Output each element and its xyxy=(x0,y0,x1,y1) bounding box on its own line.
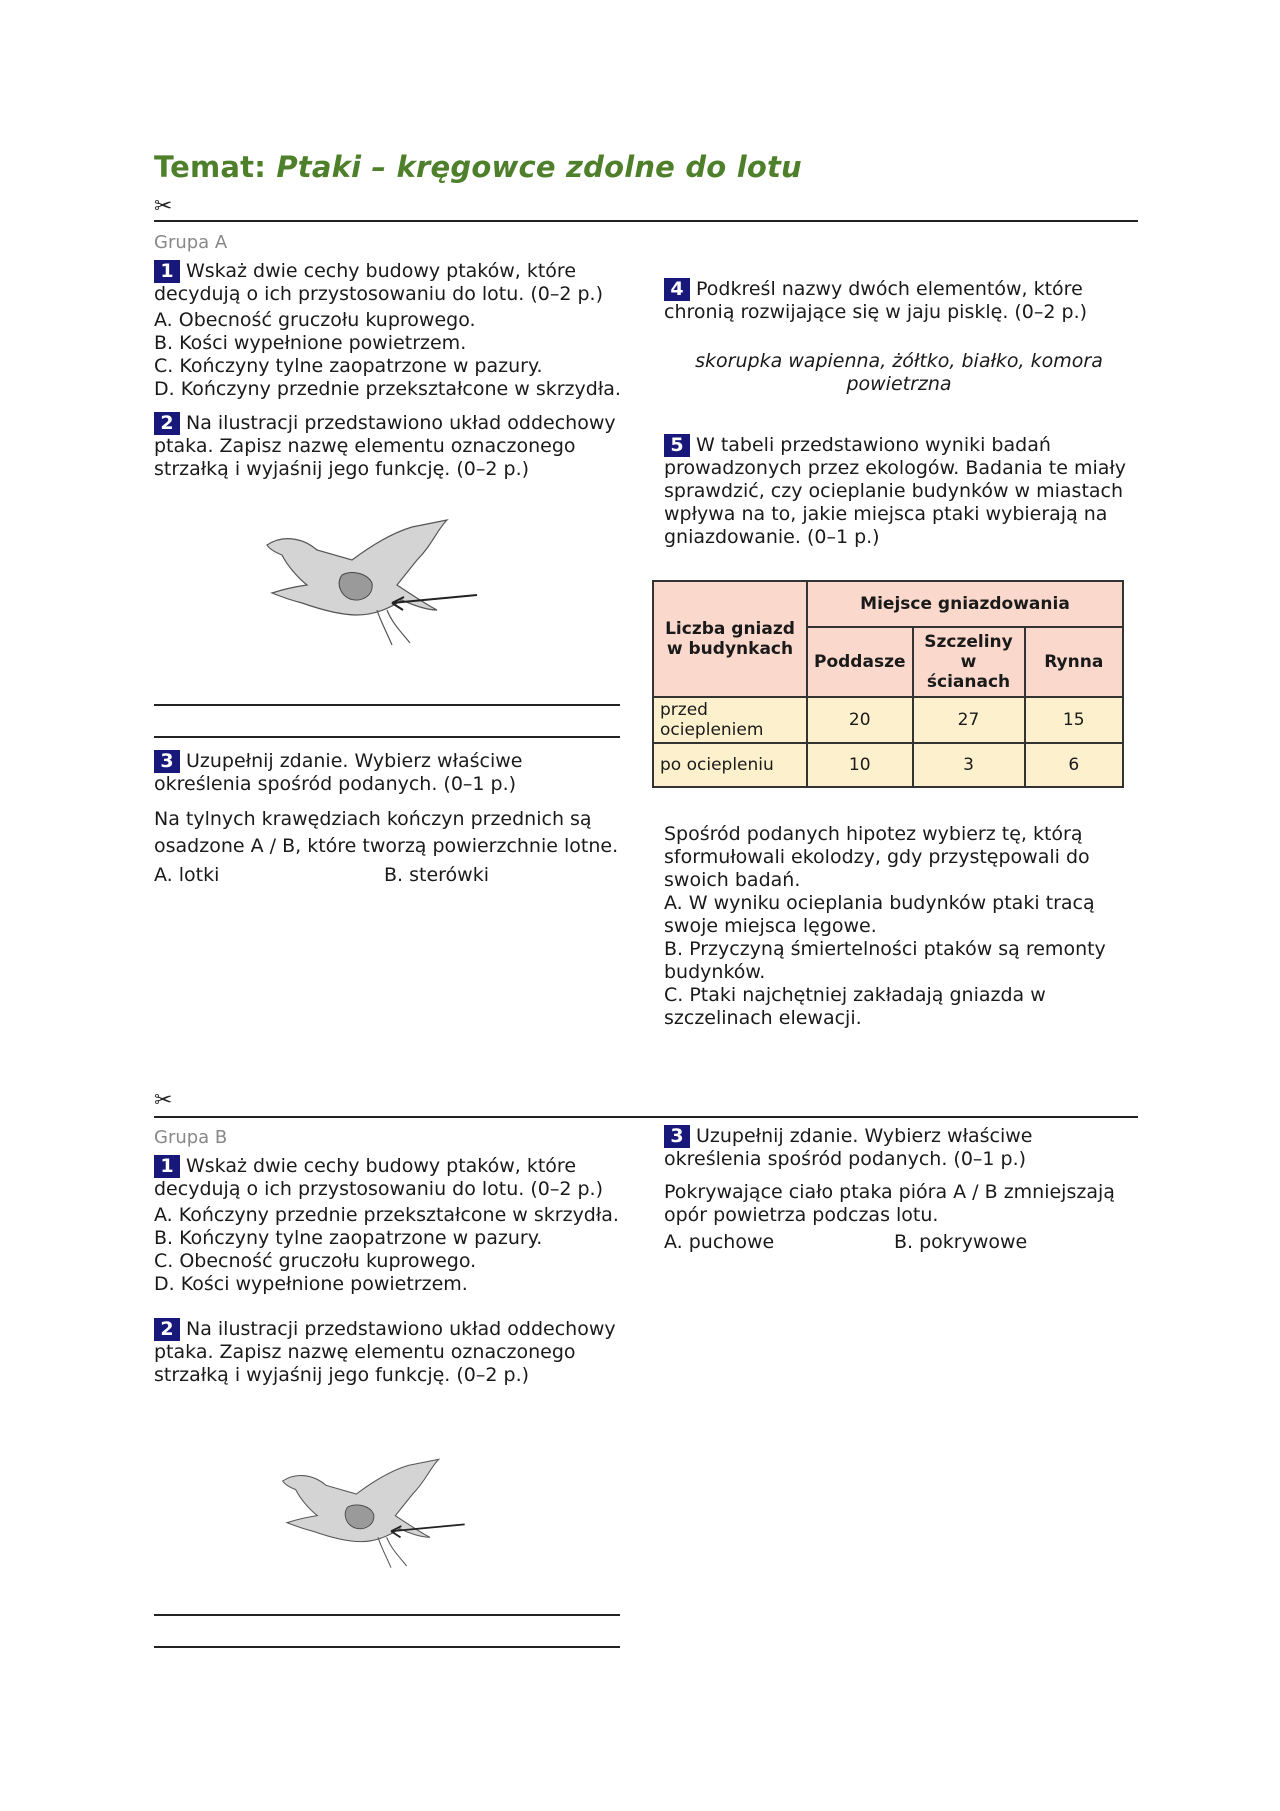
option-a[interactable]: A. lotki xyxy=(154,864,220,886)
question-number: 1 xyxy=(154,260,180,283)
question-text: Wskaż dwie cechy budowy ptaków, które decydują o ich przystosowaniu do lotu. (0–2 p.) xyxy=(154,260,603,305)
bird-respiratory-illustration xyxy=(262,515,492,665)
table-cell: 15 xyxy=(1025,697,1124,743)
answer-line[interactable] xyxy=(154,704,620,706)
group-b-label: Grupa B xyxy=(154,1127,228,1148)
answer-option[interactable]: C. Kończyny tylne zaopatrzone w pazury. xyxy=(154,355,543,377)
group-a-q5-hypotheses xyxy=(664,823,1134,1030)
title-prefix: Temat: xyxy=(154,150,267,184)
answer-option[interactable]: A. Obecność gruczołu kuprowego. xyxy=(154,309,476,331)
table-cell: 3 xyxy=(913,743,1025,787)
answer-option[interactable]: A. Kończyny przednie przekształcone w skrzydła. xyxy=(154,1204,619,1226)
answer-line[interactable] xyxy=(154,736,620,738)
question-number: 4 xyxy=(664,278,690,301)
question-1 xyxy=(154,1155,624,1201)
question-number: 2 xyxy=(154,1318,180,1341)
table-column-header: Poddasze xyxy=(807,627,913,697)
question-2 xyxy=(154,1318,624,1387)
question-text: Wskaż dwie cechy budowy ptaków, które decydują o ich przystosowaniu do lotu. (0–2 p.) xyxy=(154,1155,603,1200)
group-b-right-column xyxy=(664,1125,1134,1254)
table-row xyxy=(653,697,1123,743)
answer-option[interactable]: C. Ptaki najchętniej zakładają gniazda w szczelinach elewacji. xyxy=(664,984,1046,1029)
answer-option[interactable]: D. Kości wypełnione powietrzem. xyxy=(154,1273,468,1295)
table-cell: 20 xyxy=(807,697,913,743)
answer-option[interactable]: C. Obecność gruczołu kuprowego. xyxy=(154,1250,477,1272)
option-b[interactable]: B. pokrywowe xyxy=(894,1231,1028,1253)
question-number: 2 xyxy=(154,412,180,435)
question-1 xyxy=(154,260,624,306)
option-b[interactable]: B. sterówki xyxy=(384,864,489,886)
nesting-results-table xyxy=(652,580,1124,788)
hypothesis-prompt: Spośród podanych hipotez wybierz tę, którą sformułowali ekolodzy, gdy przystępowali do swoich badań. xyxy=(664,823,1090,891)
question-3 xyxy=(664,1125,1134,1171)
table-corner-header: Liczba gniazd w budynkach xyxy=(653,581,807,697)
answer-line[interactable] xyxy=(154,1614,620,1616)
group-b-left-column xyxy=(154,1155,624,1387)
row-label: przed ociepleniem xyxy=(653,697,807,743)
question-number: 3 xyxy=(664,1125,690,1148)
question-number: 3 xyxy=(154,750,180,773)
answer-option[interactable]: B. Kości wypełnione powietrzem. xyxy=(154,332,467,354)
question-4 xyxy=(664,278,1134,324)
title-topic: Ptaki – kręgowce zdolne do lotu xyxy=(276,150,802,184)
table-row xyxy=(653,743,1123,787)
question-2 xyxy=(154,412,624,481)
fill-in-sentence: Na tylnych krawędziach kończyn przednich są osadzone A / B, które tworzą powierzchnie lotne. xyxy=(154,808,619,857)
group-a-left-column xyxy=(154,260,624,481)
question-5 xyxy=(664,434,1134,549)
table-cell: 6 xyxy=(1025,743,1124,787)
bird-respiratory-illustration xyxy=(278,1455,478,1585)
answer-option[interactable]: A. W wyniku ocieplania budynków ptaki tracą swoje miejsca lęgowe. xyxy=(664,892,1095,937)
table-column-header: Rynna xyxy=(1025,627,1124,697)
cut-line xyxy=(154,220,1138,222)
scissors-icon: ✂ xyxy=(154,1088,173,1113)
table-cell: 27 xyxy=(913,697,1025,743)
question-text: Uzupełnij zdanie. Wybierz właściwe określenia spośród podanych. (0–1 p.) xyxy=(664,1125,1033,1170)
table-column-header: Szczeliny w ścianach xyxy=(913,627,1025,697)
question-text: Na ilustracji przedstawiono układ oddechowy ptaka. Zapisz nazwę elementu oznaczonego strzałką i wyjaśnij jego funkcję. (0–2 p.) xyxy=(154,1318,616,1386)
group-a-label: Grupa A xyxy=(154,232,228,253)
underline-items[interactable]: skorupka wapienna, żółtko, białko, komora powietrzna xyxy=(695,350,1103,395)
answer-option[interactable]: B. Kończyny tylne zaopatrzone w pazury. xyxy=(154,1227,543,1249)
page-title xyxy=(154,150,802,184)
group-a-right-column xyxy=(664,278,1134,549)
cut-line xyxy=(154,1116,1138,1118)
answer-line[interactable] xyxy=(154,1646,620,1648)
question-text: Na ilustracji przedstawiono układ oddechowy ptaka. Zapisz nazwę elementu oznaczonego strzałką i wyjaśnij jego funkcję. (0–2 p.) xyxy=(154,412,616,480)
answer-option[interactable]: D. Kończyny przednie przekształcone w skrzydła. xyxy=(154,378,621,400)
question-text: Uzupełnij zdanie. Wybierz właściwe określenia spośród podanych. (0–1 p.) xyxy=(154,750,523,795)
question-text: Podkreśl nazwy dwóch elementów, które chronią rozwijające się w jaju pisklę. (0–2 p.) xyxy=(664,278,1088,323)
scissors-icon: ✂ xyxy=(154,194,173,219)
group-a-q3 xyxy=(154,750,624,887)
option-row xyxy=(154,864,624,887)
question-number: 5 xyxy=(664,434,690,457)
fill-in-sentence: Pokrywające ciało ptaka pióra A / B zmniejszają opór powietrza podczas lotu. xyxy=(664,1181,1115,1226)
question-number: 1 xyxy=(154,1155,180,1178)
table-group-header: Miejsce gniazdowania xyxy=(807,581,1123,627)
option-a[interactable]: A. puchowe xyxy=(664,1231,775,1253)
table-cell: 10 xyxy=(807,743,913,787)
answer-option[interactable]: B. Przyczyną śmiertelności ptaków są remonty budynków. xyxy=(664,938,1106,983)
row-label: po ociepleniu xyxy=(653,743,807,787)
question-text: W tabeli przedstawiono wyniki badań prowadzonych przez ekologów. Badania te miały sprawdzić, czy ocieplanie budynków w miastach wpływa na to, jakie miejsca ptaki wybierają na gniazdowanie. (0–1 p.) xyxy=(664,434,1127,548)
question-3 xyxy=(154,750,624,796)
option-row xyxy=(664,1231,1134,1254)
